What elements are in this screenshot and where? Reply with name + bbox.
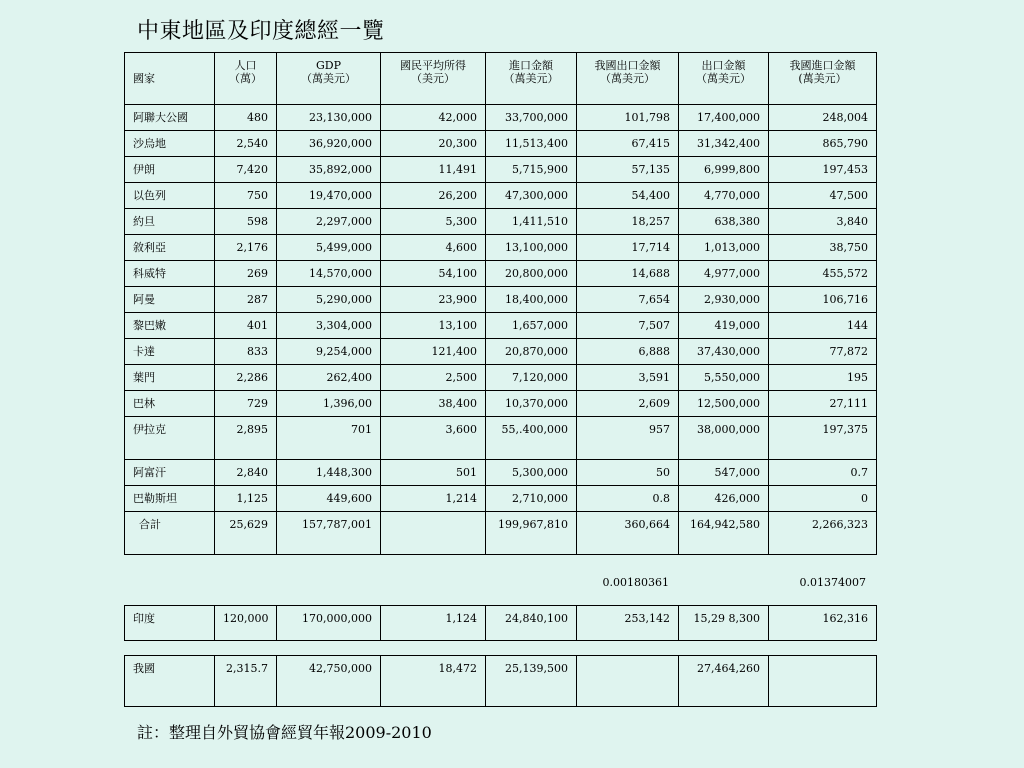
table-cell: 4,770,000 bbox=[679, 183, 769, 209]
table-cell: 20,870,000 bbox=[486, 339, 577, 365]
table-cell: 269 bbox=[215, 261, 277, 287]
table-cell: 38,400 bbox=[381, 391, 486, 417]
header-exports: 出口金額 （萬美元） bbox=[679, 53, 769, 105]
table-cell: 42,750,000 bbox=[277, 656, 381, 707]
table-cell: 248,004 bbox=[769, 105, 877, 131]
table-cell: 729 bbox=[215, 391, 277, 417]
table-cell: 199,967,810 bbox=[486, 512, 577, 555]
table-cell: 14,688 bbox=[577, 261, 679, 287]
table-cell: 12,500,000 bbox=[679, 391, 769, 417]
table-row bbox=[125, 656, 877, 707]
table-cell: 科威特 bbox=[125, 261, 215, 287]
table-cell: 67,415 bbox=[577, 131, 679, 157]
table-cell: 35,892,000 bbox=[277, 157, 381, 183]
table-cell: 2,540 bbox=[215, 131, 277, 157]
table-cell: 162,316 bbox=[769, 606, 877, 641]
table-row bbox=[125, 486, 877, 512]
table-cell: 2,266,323 bbox=[769, 512, 877, 555]
table-cell: 101,798 bbox=[577, 105, 679, 131]
table-cell: 164,942,580 bbox=[679, 512, 769, 555]
table-cell: 2,297,000 bbox=[277, 209, 381, 235]
table-row bbox=[125, 313, 877, 339]
table-cell: 2,176 bbox=[215, 235, 277, 261]
table-cell: 480 bbox=[215, 105, 277, 131]
table-row bbox=[125, 460, 877, 486]
table-cell: 598 bbox=[215, 209, 277, 235]
table-cell: 4,977,000 bbox=[679, 261, 769, 287]
table-cell: 957 bbox=[577, 417, 679, 460]
table-cell: 2,930,000 bbox=[679, 287, 769, 313]
table-cell: 36,920,000 bbox=[277, 131, 381, 157]
table-cell: 2,609 bbox=[577, 391, 679, 417]
table-cell: 0.7 bbox=[769, 460, 877, 486]
table-cell: 以色列 bbox=[125, 183, 215, 209]
table-cell: 55,.400,000 bbox=[486, 417, 577, 460]
table-row bbox=[125, 512, 877, 555]
table-cell: 4,600 bbox=[381, 235, 486, 261]
table-cell: 18,257 bbox=[577, 209, 679, 235]
middle-east-table bbox=[124, 52, 877, 555]
table-cell: 833 bbox=[215, 339, 277, 365]
table-cell: 23,130,000 bbox=[277, 105, 381, 131]
table-cell: 106,716 bbox=[769, 287, 877, 313]
table-cell: 27,111 bbox=[769, 391, 877, 417]
table-cell: 449,600 bbox=[277, 486, 381, 512]
table-row bbox=[125, 183, 877, 209]
header-income: 國民平均所得 （美元） bbox=[381, 53, 486, 105]
table-cell: 17,714 bbox=[577, 235, 679, 261]
table-cell: 360,664 bbox=[577, 512, 679, 555]
table-cell: 1,125 bbox=[215, 486, 277, 512]
table-cell: 1,013,000 bbox=[679, 235, 769, 261]
header-our-exports: 我國出口金額 （萬美元） bbox=[577, 53, 679, 105]
table-row bbox=[125, 105, 877, 131]
india-table bbox=[124, 605, 877, 641]
table-cell: 巴林 bbox=[125, 391, 215, 417]
table-cell: 2,895 bbox=[215, 417, 277, 460]
ratio-row bbox=[124, 576, 876, 592]
table-cell: 20,300 bbox=[381, 131, 486, 157]
header-population: 人口 （萬） bbox=[215, 53, 277, 105]
table-cell: 638,380 bbox=[679, 209, 769, 235]
table-row bbox=[125, 287, 877, 313]
table-row bbox=[125, 235, 877, 261]
table-cell: 黎巴嫩 bbox=[125, 313, 215, 339]
table-cell: 701 bbox=[277, 417, 381, 460]
table-cell: 阿富汗 bbox=[125, 460, 215, 486]
table-row bbox=[125, 417, 877, 460]
table-cell: 547,000 bbox=[679, 460, 769, 486]
table-cell: 1,411,510 bbox=[486, 209, 577, 235]
table-cell: 750 bbox=[215, 183, 277, 209]
table-cell: 455,572 bbox=[769, 261, 877, 287]
table-cell: 25,629 bbox=[215, 512, 277, 555]
table-cell: 13,100,000 bbox=[486, 235, 577, 261]
table-cell: 7,654 bbox=[577, 287, 679, 313]
table-cell: 伊朗 bbox=[125, 157, 215, 183]
table-cell: 1,657,000 bbox=[486, 313, 577, 339]
table-cell: 伊拉克 bbox=[125, 417, 215, 460]
table-cell: 3,600 bbox=[381, 417, 486, 460]
table-cell: 合計 bbox=[125, 512, 215, 555]
table-cell: 20,800,000 bbox=[486, 261, 577, 287]
table-row bbox=[125, 365, 877, 391]
table-cell: 865,790 bbox=[769, 131, 877, 157]
table-cell: 42,000 bbox=[381, 105, 486, 131]
table-cell: 5,300 bbox=[381, 209, 486, 235]
table-cell: 170,000,000 bbox=[277, 606, 381, 641]
table-row bbox=[125, 391, 877, 417]
table-row bbox=[125, 209, 877, 235]
header-country: 國家 bbox=[125, 53, 215, 105]
table-cell: 38,000,000 bbox=[679, 417, 769, 460]
table-cell: 5,499,000 bbox=[277, 235, 381, 261]
import-ratio: 0.01374007 bbox=[799, 576, 866, 589]
table-cell: 敘利亞 bbox=[125, 235, 215, 261]
table-cell: 54,100 bbox=[381, 261, 486, 287]
header-our-imports: 我國進口金額 (萬美元） bbox=[769, 53, 877, 105]
table-row bbox=[125, 157, 877, 183]
table-cell: 11,491 bbox=[381, 157, 486, 183]
table-cell: 13,100 bbox=[381, 313, 486, 339]
taiwan-table bbox=[124, 655, 877, 707]
table-cell: 57,135 bbox=[577, 157, 679, 183]
export-ratio: 0.00180361 bbox=[602, 576, 669, 589]
table-cell: 阿聯大公國 bbox=[125, 105, 215, 131]
table-cell: 401 bbox=[215, 313, 277, 339]
table-cell: 24,840,100 bbox=[486, 606, 577, 641]
table-cell: 3,840 bbox=[769, 209, 877, 235]
table-row bbox=[125, 606, 877, 641]
table-cell: 7,420 bbox=[215, 157, 277, 183]
table-cell: 262,400 bbox=[277, 365, 381, 391]
table-cell: 1,124 bbox=[381, 606, 486, 641]
table-cell: 卡達 bbox=[125, 339, 215, 365]
table-cell: 巴勒斯坦 bbox=[125, 486, 215, 512]
table-cell: 54,400 bbox=[577, 183, 679, 209]
table-cell: 77,872 bbox=[769, 339, 877, 365]
table-cell: 38,750 bbox=[769, 235, 877, 261]
table-cell: 11,513,400 bbox=[486, 131, 577, 157]
table-cell bbox=[769, 656, 877, 707]
table-cell: 501 bbox=[381, 460, 486, 486]
table-cell: 19,470,000 bbox=[277, 183, 381, 209]
source-note: 註：整理自外貿協會經貿年報2009-2010 bbox=[137, 723, 432, 742]
table-cell: 10,370,000 bbox=[486, 391, 577, 417]
table-cell: 419,000 bbox=[679, 313, 769, 339]
header-row bbox=[125, 53, 877, 105]
table-cell: 2,286 bbox=[215, 365, 277, 391]
table-cell: 沙烏地 bbox=[125, 131, 215, 157]
table-cell: 1,214 bbox=[381, 486, 486, 512]
table-cell: 47,300,000 bbox=[486, 183, 577, 209]
table-cell: 6,888 bbox=[577, 339, 679, 365]
table-cell: 3,304,000 bbox=[277, 313, 381, 339]
table-cell: 5,550,000 bbox=[679, 365, 769, 391]
table-cell: 195 bbox=[769, 365, 877, 391]
table-cell: 121,400 bbox=[381, 339, 486, 365]
table-cell: 14,570,000 bbox=[277, 261, 381, 287]
table-cell: 7,507 bbox=[577, 313, 679, 339]
table-cell: 23,900 bbox=[381, 287, 486, 313]
table-cell: 6,999,800 bbox=[679, 157, 769, 183]
table-cell: 144 bbox=[769, 313, 877, 339]
table-cell: 2,315.7 bbox=[215, 656, 277, 707]
table-row bbox=[125, 131, 877, 157]
table-cell: 197,375 bbox=[769, 417, 877, 460]
table-cell: 120,000 bbox=[215, 606, 277, 641]
table-cell: 253,142 bbox=[577, 606, 679, 641]
table-cell: 50 bbox=[577, 460, 679, 486]
table-cell bbox=[381, 512, 486, 555]
table-cell: 18,400,000 bbox=[486, 287, 577, 313]
table-cell: 0.8 bbox=[577, 486, 679, 512]
table-cell: 2,710,000 bbox=[486, 486, 577, 512]
table-cell: 2,840 bbox=[215, 460, 277, 486]
table-cell: 287 bbox=[215, 287, 277, 313]
table-cell: 1,396,00 bbox=[277, 391, 381, 417]
table-cell: 27,464,260 bbox=[679, 656, 769, 707]
table-cell: 426,000 bbox=[679, 486, 769, 512]
table-cell: 5,300,000 bbox=[486, 460, 577, 486]
table-cell: 0 bbox=[769, 486, 877, 512]
table-cell: 31,342,400 bbox=[679, 131, 769, 157]
table-row bbox=[125, 339, 877, 365]
table-cell: 阿曼 bbox=[125, 287, 215, 313]
table-cell: 25,139,500 bbox=[486, 656, 577, 707]
table-cell: 7,120,000 bbox=[486, 365, 577, 391]
table-cell: 5,290,000 bbox=[277, 287, 381, 313]
table-cell: 約旦 bbox=[125, 209, 215, 235]
table-cell: 9,254,000 bbox=[277, 339, 381, 365]
table-cell: 15,29 8,300 bbox=[679, 606, 769, 641]
table-cell: 1,448,300 bbox=[277, 460, 381, 486]
table-cell: 17,400,000 bbox=[679, 105, 769, 131]
table-cell: 33,700,000 bbox=[486, 105, 577, 131]
table-cell: 印度 bbox=[125, 606, 215, 641]
table-cell: 37,430,000 bbox=[679, 339, 769, 365]
table-cell: 26,200 bbox=[381, 183, 486, 209]
page-title: 中東地區及印度總經一覽 bbox=[137, 19, 385, 44]
table-cell: 5,715,900 bbox=[486, 157, 577, 183]
table-cell: 2,500 bbox=[381, 365, 486, 391]
table-cell: 197,453 bbox=[769, 157, 877, 183]
header-imports: 進口金額 （萬美元） bbox=[486, 53, 577, 105]
table-cell: 我國 bbox=[125, 656, 215, 707]
table-cell: 157,787,001 bbox=[277, 512, 381, 555]
table-cell bbox=[577, 656, 679, 707]
table-cell: 47,500 bbox=[769, 183, 877, 209]
header-gdp: GDP （萬美元） bbox=[277, 53, 381, 105]
table-row bbox=[125, 261, 877, 287]
table-cell: 葉門 bbox=[125, 365, 215, 391]
table-cell: 18,472 bbox=[381, 656, 486, 707]
table-cell: 3,591 bbox=[577, 365, 679, 391]
